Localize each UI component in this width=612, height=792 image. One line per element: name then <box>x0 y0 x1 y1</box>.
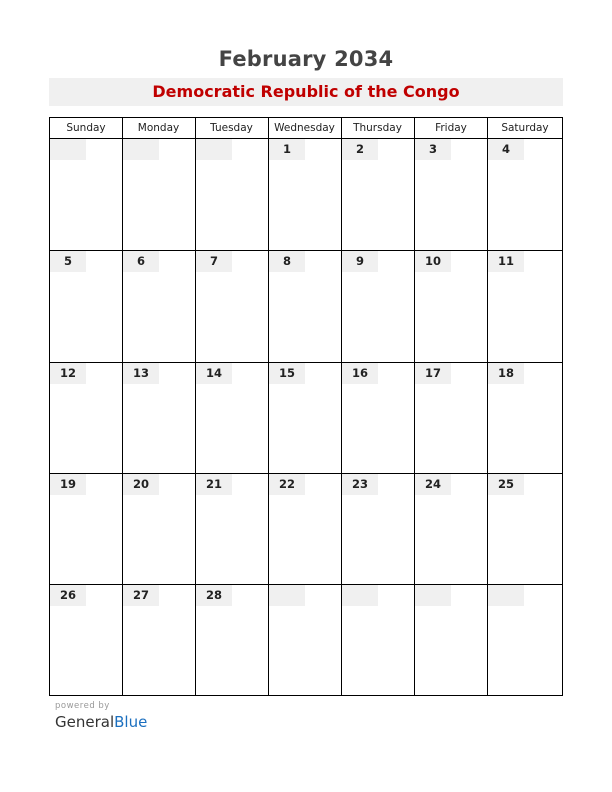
generalblue-logo[interactable] <box>55 713 147 731</box>
powered-by-text: powered by <box>55 701 110 711</box>
day-number: 8 <box>269 251 305 272</box>
weekday-header-sunday: Sunday <box>66 122 106 134</box>
day-number: 2 <box>342 139 378 160</box>
day-number: 26 <box>50 585 86 606</box>
day-number: 13 <box>123 363 159 384</box>
day-number: 4 <box>488 139 524 160</box>
page-title: February 2034 <box>218 47 394 71</box>
weekday-header-friday: Friday <box>435 122 467 134</box>
day-number: 12 <box>50 363 86 384</box>
day-number: 18 <box>488 363 524 384</box>
day-cell-empty <box>50 139 86 160</box>
day-number: 5 <box>50 251 86 272</box>
day-number: 22 <box>269 474 305 495</box>
day-number: 16 <box>342 363 378 384</box>
grid-line-vertical <box>341 118 342 695</box>
grid-line-vertical <box>268 118 269 695</box>
logo-text-general: General <box>55 713 115 731</box>
day-number: 28 <box>196 585 232 606</box>
weekday-header-saturday: Saturday <box>501 122 549 134</box>
day-cell-empty <box>196 139 232 160</box>
weekday-header-tuesday: Tuesday <box>210 122 253 134</box>
day-cell-empty <box>342 585 378 606</box>
calendar-grid <box>49 117 563 696</box>
day-number: 24 <box>415 474 451 495</box>
footer-branding <box>55 701 147 731</box>
day-number: 19 <box>50 474 86 495</box>
grid-line-vertical <box>122 118 123 695</box>
day-number: 7 <box>196 251 232 272</box>
day-number: 20 <box>123 474 159 495</box>
day-number: 17 <box>415 363 451 384</box>
day-cell-empty <box>123 139 159 160</box>
grid-line-vertical <box>487 118 488 695</box>
day-cell-empty <box>269 585 305 606</box>
weekday-header-monday: Monday <box>137 122 180 134</box>
day-number: 25 <box>488 474 524 495</box>
day-cell-empty <box>415 585 451 606</box>
weekday-header-wednesday: Wednesday <box>274 122 335 134</box>
day-number: 1 <box>269 139 305 160</box>
weekday-header-thursday: Thursday <box>353 122 402 134</box>
day-number: 27 <box>123 585 159 606</box>
day-number: 23 <box>342 474 378 495</box>
logo-text-blue: Blue <box>114 713 148 731</box>
day-number: 21 <box>196 474 232 495</box>
weekday-header-row <box>50 118 562 139</box>
day-number: 15 <box>269 363 305 384</box>
day-number: 10 <box>415 251 451 272</box>
day-number: 11 <box>488 251 524 272</box>
day-number: 9 <box>342 251 378 272</box>
day-number: 14 <box>196 363 232 384</box>
grid-line-vertical <box>195 118 196 695</box>
day-number: 6 <box>123 251 159 272</box>
country-banner: Democratic Republic of the Congo <box>49 78 563 106</box>
day-number: 3 <box>415 139 451 160</box>
day-cell-empty <box>488 585 524 606</box>
grid-line-vertical <box>414 118 415 695</box>
